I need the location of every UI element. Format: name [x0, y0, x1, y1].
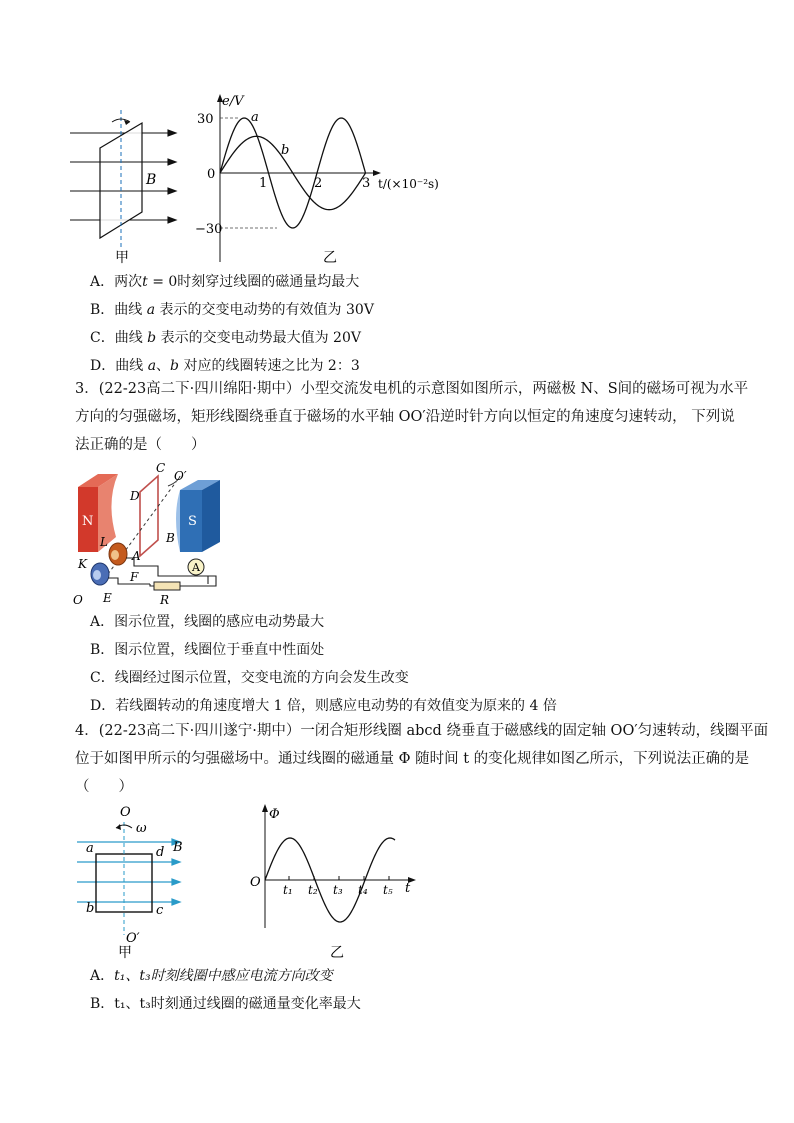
q3-ammeter-label: A	[192, 561, 200, 574]
q3-label-K: K	[78, 557, 87, 571]
q2-caption-yi: 乙	[323, 250, 337, 266]
q4-caption-yi: 乙	[330, 945, 344, 961]
q4-origin-label: O	[250, 875, 261, 890]
q2-y-tick-0: 0	[207, 167, 216, 182]
q3-generator-figure	[68, 462, 233, 610]
q4-label-b: b	[86, 901, 95, 916]
q2-y-axis-label: e/V	[222, 94, 244, 109]
q2-x-tick-3: 3	[362, 176, 371, 191]
q2-y-tick-30: 30	[197, 112, 214, 127]
q4-figure-yi	[245, 800, 425, 962]
q4-t2-label: t₂	[308, 883, 318, 897]
q2-label-B: B	[146, 172, 157, 188]
q4-caption-jia: 甲	[118, 945, 132, 961]
q4-figure-jia	[72, 800, 202, 962]
q4-t1-label: t₁	[283, 883, 293, 897]
q2-y-tick-neg30: −30	[195, 222, 223, 237]
q3-label-B: B	[166, 531, 175, 545]
q4-label-d: d	[156, 845, 165, 860]
q3-label-F: F	[130, 570, 139, 584]
q2-x-axis-label: t/(×10⁻²s)	[378, 177, 439, 191]
q3-label-D: D	[130, 489, 140, 503]
q2-curve-a-label: a	[251, 110, 259, 125]
q3-label-O: O	[73, 593, 83, 607]
q4-t5-label: t₅	[383, 883, 393, 897]
q4-stem: 4．(22-23高二下·四川遂宁·期中）一闭合矩形线圈 abcd 绕垂直于磁感线的固定轴 OO′匀速转动，线圈平面 位于如图甲所示的匀强磁场中。通过线圈的磁通量 Φ 随时间 t 的变化规律如图乙所示，下列说法正确的是 （ ）	[75, 723, 769, 795]
q4-label-O: O	[120, 805, 131, 820]
q3-option-c[interactable]: C．线圈经过图示位置，交变电流的方向会发生改变	[90, 670, 409, 686]
q3-option-b[interactable]: B．图示位置，线圈位于垂直中性面处	[90, 642, 325, 658]
q2-caption-jia: 甲	[115, 250, 129, 265]
q2-curve-b-label: b	[281, 143, 290, 158]
q2-figure-yi	[195, 92, 445, 270]
q4-label-a: a	[86, 841, 94, 856]
q2-option-b[interactable]: B．曲线 a 表示的交变电动势的有效值为 30V	[90, 302, 374, 318]
q4-label-c: c	[156, 903, 164, 918]
q4-t4-label: t₄	[358, 883, 368, 897]
q4-t-label: t	[405, 881, 411, 896]
q3-label-S: S	[188, 514, 197, 529]
q3-option-d[interactable]: D．若线圈转动的角速度增大 1 倍，则感应电动势的有效值变为原来的 4 倍	[90, 698, 557, 714]
q4-option-b[interactable]: B．t₁、t₃时刻通过线圈的磁通量变化率最大	[90, 996, 361, 1012]
q4-label-omega: ω	[136, 821, 147, 836]
q3-label-L: L	[100, 535, 108, 549]
q4-label-O-prime: O′	[126, 931, 140, 946]
q3-label-N: N	[82, 514, 94, 529]
q3-label-O-prime: O′	[174, 469, 187, 483]
q3-stem: 3．(22-23高二下·四川绵阳·期中）小型交流发电机的示意图如图所示，两磁极 N、S间的磁场可视为水平 方向的匀强磁场，矩形线圈绕垂直于磁场的水平轴 OO′沿逆时针方向以恒定的角速度匀速转动， 下列说 法正确的是（ ）	[75, 381, 749, 453]
q3-label-A: A	[132, 549, 141, 563]
q2-x-tick-1: 1	[259, 176, 268, 191]
q4-phi-label: Φ	[269, 807, 280, 822]
q3-label-R: R	[160, 593, 170, 607]
q3-label-C: C	[156, 462, 166, 475]
q4-label-B: B	[173, 840, 183, 855]
q2-option-d[interactable]: D．曲线 a、b 对应的线圈转速之比为 2：3	[90, 358, 360, 374]
q2-figure-jia	[60, 100, 190, 265]
q3-option-a[interactable]: A．图示位置，线圈的感应电动势最大	[90, 614, 325, 630]
q2-option-c[interactable]: C．曲线 b 表示的交变电动势最大值为 20V	[90, 330, 361, 346]
q2-option-a[interactable]: A．两次t = 0时刻穿过线圈的磁通量均最大	[90, 274, 360, 290]
q2-x-tick-2: 2	[314, 176, 323, 191]
q4-t3-label: t₃	[333, 883, 343, 897]
q3-label-E: E	[103, 591, 112, 605]
q4-option-a[interactable]: A．t₁、t₃时刻线圈中感应电流方向改变	[90, 968, 333, 984]
